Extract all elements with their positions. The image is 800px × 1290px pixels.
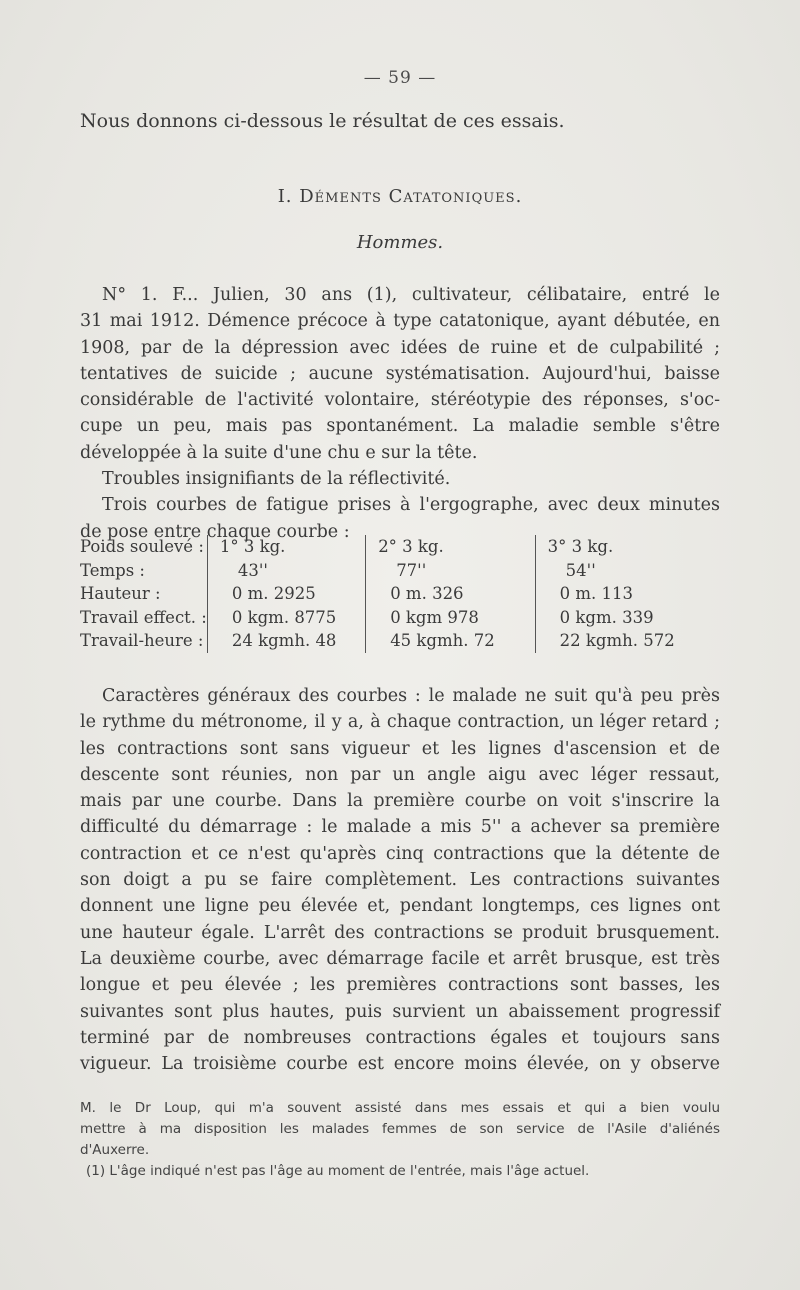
characteristics-line: terminé par de nombreuses contractions égales et toujours sans: [80, 1027, 720, 1048]
curve3-cell: 54'': [535, 559, 720, 583]
curve1-cell: 43'': [207, 559, 365, 583]
characteristics-line: suivantes sont plus hautes, puis survient un abaissement progressif: [80, 1001, 720, 1022]
table-row: [80, 629, 720, 653]
curve2-cell: 45 kgmh. 72: [366, 629, 535, 653]
table-row: [80, 606, 720, 630]
characteristics-line: descente sont réunies, non par un angle aigu avec léger ressaut,: [80, 764, 720, 785]
curve2-cell: 2° 3 kg.: [366, 535, 535, 559]
curves-intro-line: de pose entre chaque courbe :: [80, 521, 350, 542]
reflex-line: Troubles insignifiants de la réflectivité.: [102, 469, 451, 490]
subtitle: Hommes.: [356, 232, 444, 253]
characteristics-line: son doigt a pu se faire complètement. Les contractions suivantes: [80, 870, 720, 891]
case-line: considérable de l'activité volontaire, stéréotypie des réponses, s'oc-: [80, 390, 720, 411]
curve3-cell: 0 m. 113: [535, 582, 720, 606]
row-label: Temps :: [80, 560, 145, 580]
curve3-cell: 0 kgm. 339: [535, 606, 720, 630]
footnotes: [80, 1098, 720, 1182]
characteristics-line: La deuxième courbe, avec démarrage facile et arrêt brusque, est très: [80, 948, 720, 969]
curves-intro-line: Trois courbes de fatigue prises à l'ergographe, avec deux minutes: [102, 495, 720, 516]
table-row: [80, 559, 720, 583]
curve2-cell: 77'': [366, 559, 535, 583]
case-line: développée à la suite d'une chu e sur la tête.: [80, 442, 478, 463]
characteristics-line: les contractions sont sans vigueur et les lignes d'ascension et de: [80, 738, 720, 759]
characteristics-line: mais par une courbe. Dans la première courbe on voit s'inscrire la: [80, 791, 720, 812]
row-label: Travail-heure :: [80, 631, 204, 651]
curve1-cell: 0 kgm. 8775: [207, 606, 365, 630]
intro-sentence: Nous donnons ci-dessous le résultat de ces essais.: [80, 110, 565, 132]
case-description: [80, 282, 720, 545]
footnote-line: M. le Dr Loup, qui m'a souvent assisté dans mes essais et qui a bien voulu: [80, 1100, 720, 1116]
ergograph-table: [80, 535, 720, 653]
characteristics-line: difficulté du démarrage : le malade a mis 5'' a achever sa première: [80, 817, 720, 838]
characteristics-line: vigueur. La troisième courbe est encore moins élevée, on y observe: [80, 1054, 720, 1075]
characteristics-line: donnent une ligne peu élevée et, pendant longtemps, ces lignes ont: [80, 896, 720, 917]
characteristics-line: longue et peu élevée ; les premières contractions sont basses, les: [80, 975, 720, 996]
case-line: tentatives de suicide ; aucune systématisation. Aujourd'hui, baisse: [80, 363, 720, 384]
case-line: cupe un peu, mais pas spontanément. La maladie semble s'être: [80, 416, 720, 437]
row-label: Hauteur :: [80, 584, 161, 604]
curve3-cell: 22 kgmh. 572: [535, 629, 720, 653]
case-line: N° 1. F... Julien, 30 ans (1), cultivateur, célibataire, entré le: [102, 285, 720, 305]
table-row: [80, 535, 720, 559]
case-line: 1908, par de la dépression avec idées de ruine et de culpabilité ;: [80, 337, 720, 358]
footnote-age: (1) L'âge indiqué n'est pas l'âge au moment de l'entrée, mais l'âge actuel.: [86, 1163, 590, 1179]
table-row: [80, 582, 720, 606]
characteristics-line: contraction et ce n'est qu'après cinq contractions que la détente de: [80, 843, 720, 864]
curve3-cell: 3° 3 kg.: [535, 535, 720, 559]
footnote-line: mettre à ma disposition les malades femmes de son service de l'Asile d'aliénés: [80, 1121, 720, 1137]
characteristics-line: le rythme du métronome, il y a, à chaque contraction, un léger retard ;: [80, 712, 720, 733]
curve-characteristics: [80, 683, 720, 1077]
curve2-cell: 0 m. 326: [366, 582, 535, 606]
case-line: 31 mai 1912. Démence précoce à type catatonique, ayant débutée, en: [80, 311, 720, 332]
curve2-cell: 0 kgm 978: [366, 606, 535, 630]
row-label: Poids soulevé :: [80, 537, 204, 556]
curve1-cell: 1° 3 kg.: [207, 535, 365, 559]
section-title: I. Déments Catatoniques.: [277, 186, 523, 207]
characteristics-line: Caractères généraux des courbes : le malade ne suit qu'à peu près: [102, 686, 720, 706]
characteristics-line: une hauteur égale. L'arrêt des contractions se produit brusquement.: [80, 922, 720, 943]
curve1-cell: 0 m. 2925: [207, 582, 365, 606]
curve1-cell: 24 kgmh. 48: [207, 629, 365, 653]
page-number: — 59 —: [363, 68, 437, 88]
row-label: Travail effect. :: [80, 607, 207, 627]
footnote-line: d'Auxerre.: [80, 1142, 150, 1158]
